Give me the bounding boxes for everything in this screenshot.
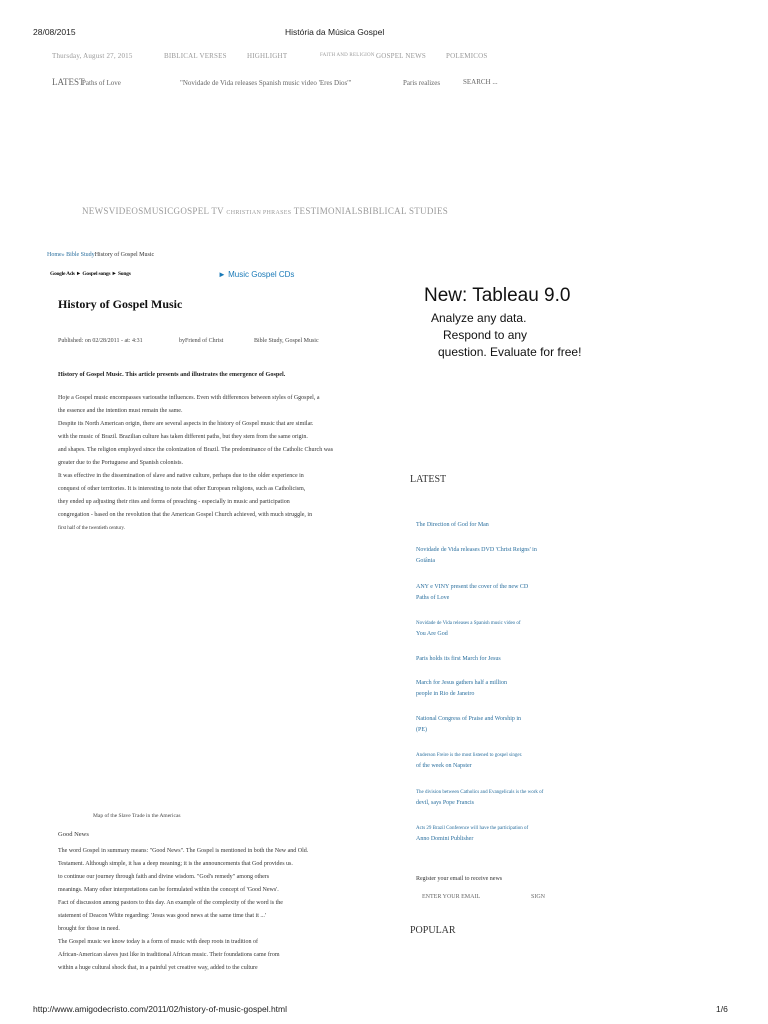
paragraph-line: congregation - based on the revolution that the American Gospel Church achieved, with much struggle, in bbox=[58, 512, 313, 518]
paragraph-line: to continue our journey through faith and divine wisdom. "God's remedy" among others bbox=[58, 874, 270, 880]
sidebar-latest-item[interactable]: March for Jesus gathers half a million people in Rio de Janeiro bbox=[416, 680, 507, 697]
article-body-2 bbox=[58, 845, 308, 975]
paragraph-line: statement of Deacon White regarding: 'Jesus was good news at the same time that it ...' bbox=[58, 913, 266, 919]
paragraph-line: Fact of discussion among pastors to this day. An example of the complexity of the word is the bbox=[58, 900, 283, 906]
paragraph-line: Testament. Although simple, it has a deep meaning; it is the announcements that God provides us. bbox=[58, 861, 293, 867]
article-title: History of Gospel Music bbox=[58, 297, 183, 311]
nav-highlight[interactable]: HIGHLIGHT bbox=[247, 52, 288, 60]
search-input[interactable]: SEARCH ... bbox=[463, 78, 498, 86]
paragraph-line: Despite its North American origin, there are several aspects in the history of Gospel music that are similar. bbox=[58, 421, 314, 427]
paragraph-line: the essence and the intention must remain the same. bbox=[58, 408, 183, 414]
paragraph-line: with the music of Brazil. Brazilian culture has taken different paths, but they stem from the same origin. bbox=[58, 434, 308, 440]
paragraph-line: first half of the twentieth century. bbox=[58, 526, 125, 531]
paragraph-line: they ended up adjusting their rites and forms of preaching - especially in music and participation bbox=[58, 499, 290, 505]
breadcrumb-home[interactable]: Home bbox=[47, 252, 62, 258]
print-page-number: 1/6 bbox=[716, 1004, 728, 1014]
latest-item-2[interactable]: Paris realizes bbox=[403, 79, 441, 87]
sidebar-latest-item[interactable]: The Direction of God for Man bbox=[416, 522, 489, 528]
sidebar-latest-item[interactable]: The division between Catholics and Evangelicals is the work of devil, says Pope Francis bbox=[416, 790, 544, 806]
sidebar-latest-item[interactable]: National Congress of Praise and Worship in (PE) bbox=[416, 716, 522, 733]
main-nav bbox=[82, 206, 448, 216]
main-nav-videos[interactable]: VIDEOS bbox=[108, 206, 144, 216]
ad-line: question. Evaluate for free! bbox=[438, 345, 582, 359]
sidebar-popular-heading: POPULAR bbox=[410, 925, 456, 936]
main-nav-gospel-tv[interactable]: GOSPEL TV bbox=[173, 206, 224, 216]
main-nav-testimonials[interactable]: TESTIMONIALS bbox=[293, 206, 363, 216]
music-gospel-cds-link[interactable]: ► Music Gospel CDs bbox=[218, 270, 295, 279]
print-title: História da Música Gospel bbox=[285, 27, 385, 37]
ad-line: Analyze any data. bbox=[431, 311, 527, 325]
nav-polemicos[interactable]: POLEMICOS bbox=[446, 52, 488, 60]
breadcrumb-current: History of Gospel Music bbox=[94, 252, 155, 258]
nav-gospel-news[interactable]: GOSPEL NEWS bbox=[376, 52, 426, 60]
published-date: Published: on 02/28/2011 - at: 4:31 bbox=[58, 338, 143, 344]
sidebar-latest-item[interactable]: Paris holds its first March for Jesus bbox=[416, 656, 501, 662]
print-date: 28/08/2015 bbox=[33, 27, 76, 37]
paragraph-line: The word Gospel in summary means: "Good News". The Gospel is mentioned in both the New and Old. bbox=[58, 848, 309, 854]
google-ad-links[interactable]: Google Ads ► Gospel songs ► Songs bbox=[50, 271, 131, 277]
main-nav-news[interactable]: NEWS bbox=[82, 206, 109, 216]
main-nav-christian-phrases[interactable]: CHRISTIAN PHRASES bbox=[226, 210, 292, 216]
paragraph-line: Hoje a Gospel music encompasses variousthe influences. Even with differences between styles of Ggospel, a bbox=[58, 395, 320, 401]
breadcrumb-bible-study[interactable]: Bible Study bbox=[66, 252, 95, 258]
paragraph-line: conquest of other territories. It is interesting to note that other European religions, such as Catholicism, bbox=[58, 486, 306, 492]
paragraph-line: It was effective in the dissemination of slave and native culture, perhaps due to the older experience in bbox=[58, 473, 304, 479]
nav-faith-religion[interactable]: FAITH AND RELIGION bbox=[320, 53, 375, 58]
paragraph-line: greater due to the Portuguese and Spanish colonists. bbox=[58, 460, 183, 466]
current-date: Thursday, August 27, 2015 bbox=[52, 52, 133, 60]
paragraph-line: brought for those in need. bbox=[58, 926, 120, 932]
email-input[interactable]: ENTER YOUR EMAIL bbox=[422, 894, 481, 900]
paragraph-line: African-American slaves just like in traditional African music. Their foundations came from bbox=[58, 952, 280, 958]
sidebar-latest-item[interactable]: Novidade de Vida releases a Spanish music video of You Are God bbox=[416, 621, 521, 637]
map-caption: Map of the Slave Trade in the Americas bbox=[93, 813, 181, 819]
paragraph-line: within a huge cultural shock that, in a painful yet creative way, added to the culture bbox=[58, 965, 258, 971]
sidebar-latest-item[interactable]: Acts 29 Brazil Conference will have the participation of Anno Domini Publisher bbox=[416, 826, 529, 842]
latest-item-0[interactable]: Paths of Love bbox=[82, 79, 121, 87]
category-links[interactable]: Bible Study, Gospel Music bbox=[254, 338, 319, 344]
author-link[interactable]: byFriend of Christ bbox=[179, 338, 224, 344]
latest-label: LATEST bbox=[52, 77, 85, 87]
register-email-text: Register your email to receive news bbox=[416, 876, 503, 882]
main-nav-music[interactable]: MUSIC bbox=[143, 206, 174, 216]
sign-button[interactable]: SIGN bbox=[531, 894, 546, 900]
latest-item-1[interactable]: "Novidade de Vida releases Spanish music video 'Eres Dios'" bbox=[180, 79, 352, 87]
ad-title[interactable]: New: Tableau 9.0 bbox=[424, 285, 571, 306]
article-lead: History of Gospel Music. This article presents and illustrates the emergence of Gospel. bbox=[58, 371, 286, 378]
sidebar-latest-item[interactable]: Anderson Freire is the most listened to gospel singer. of the week on Napster bbox=[416, 753, 523, 769]
paragraph-line: meanings. Many other interpretations can be formulated within the concept of 'Good News'. bbox=[58, 887, 279, 893]
breadcrumb: Home» Bible StudyHistory of Gospel Music bbox=[47, 252, 155, 258]
sidebar-latest-heading: LATEST bbox=[410, 474, 447, 485]
article-body bbox=[58, 392, 333, 535]
nav-biblical-verses[interactable]: BIBLICAL VERSES bbox=[164, 52, 227, 60]
ad-line: Respond to any bbox=[443, 328, 528, 342]
print-url: http://www.amigodecristo.com/2011/02/history-of-music-gospel.html bbox=[33, 1004, 287, 1014]
paragraph-line: and shapes. The religion employed since the colonization of Brazil. The predominance of the Catholic Church was bbox=[58, 447, 334, 453]
sidebar-latest-item[interactable]: Novidade de Vida releases DVD 'Christ Reigns' in Goiânia bbox=[416, 547, 537, 564]
paragraph-line: The Gospel music we know today is a form of music with deep roots in tradition of bbox=[58, 939, 258, 945]
section-good-news-title: Good News bbox=[58, 831, 89, 838]
sidebar-latest-item[interactable]: ANY e VINY present the cover of the new CD Paths of Love bbox=[416, 584, 529, 601]
main-nav-biblical-studies[interactable]: BIBLICAL STUDIES bbox=[362, 206, 449, 216]
